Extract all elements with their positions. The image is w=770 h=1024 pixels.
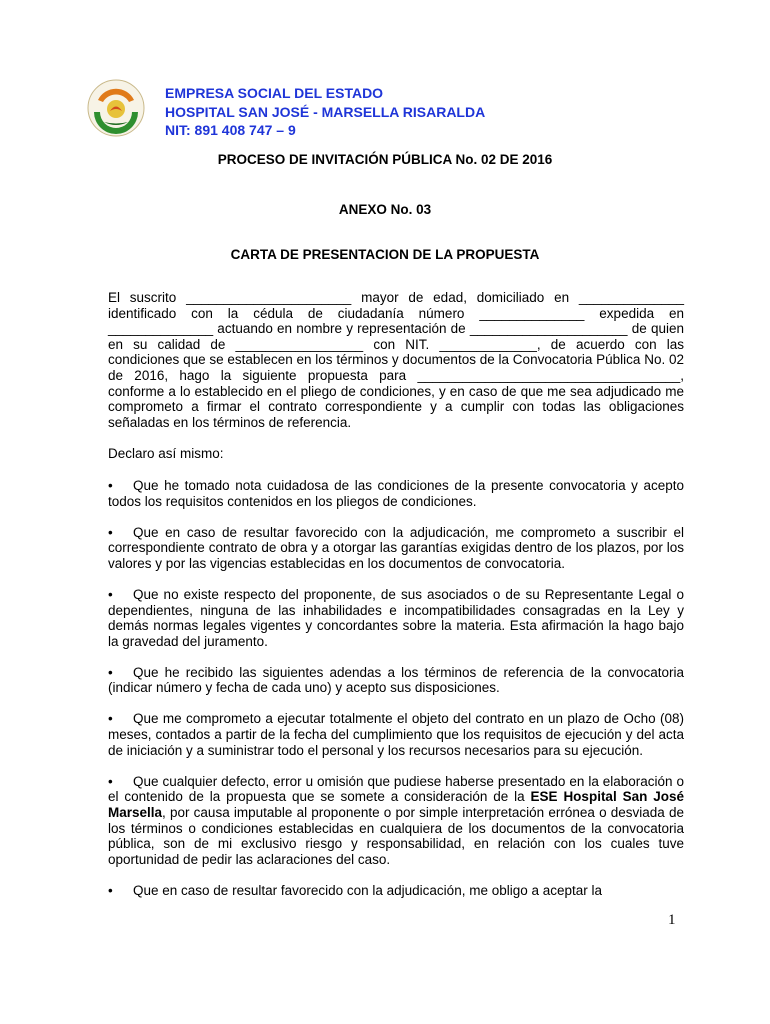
bullet-icon: •: [108, 664, 113, 680]
hospital-logo-icon: [86, 78, 146, 138]
annex-title: ANEXO No. 03: [338, 202, 432, 217]
list-item-text-start: Que cualquier defecto, error u omisión que pudiese haberse presentado en la elaboración o el contenido de la propuesta que se somete a consideración de la: [108, 773, 684, 805]
list-item: [108, 665, 684, 696]
list-item: [108, 883, 684, 899]
list-item-text: Que he tomado nota cuidadosa de las condiciones de la presente convocatoria y acepto todos los requisitos contenidos en los pliegos de condiciones.: [108, 477, 684, 509]
letter-title: CARTA DE PRESENTACION DE LA PROPUESTA: [230, 247, 540, 262]
list-item: [108, 711, 684, 758]
bullet-icon: •: [108, 586, 113, 602]
list-item: [108, 774, 684, 868]
bullet-icon: •: [108, 477, 113, 493]
letter-body: [108, 290, 684, 914]
list-item-text: Que me comprometo a ejecutar totalmente el objeto del contrato en un plazo de Ocho (08) meses, contados a partir de la fecha del cumplimiento que los requisitos de ejecución y del acta de iniciación y a suministrar todo el personal y los recursos necesarios para su ejecución.: [108, 711, 684, 758]
declaration-heading: Declaro así mismo:: [108, 446, 224, 462]
bullet-icon: •: [108, 711, 113, 727]
intro-paragraph: El suscrito ______________________ mayor de edad, domiciliado en ______________ identificado con la cédula de ciudadanía número ______________ expedida en ______________ actuando en nombre y representación de _____________________ de quien en su calidad de _________________ con NIT. _____________, de acuerdo con las condiciones que se establecen en los términos y documentos de la Convocatoria Pública No. 02 de 2016, hago la siguiente propuesta para ___________________________________, conforme a lo establecido en el pliego de condiciones, y en caso de que me sea adjudicado me comprometo a firmar el contrato correspondiente y a cumplir con todas las obligaciones señaladas en los términos de referencia.: [108, 290, 684, 430]
institution-header: [165, 84, 485, 140]
list-item-text: Que en caso de resultar favorecido con la adjudicación, me comprometo a suscribir el correspondiente contrato de obra y a otorgar las garantías exigidas dentro de los plazos, por los valores y por las vigencias establecidas en los documentos de convocatoria.: [108, 524, 684, 571]
page-number: 1: [668, 912, 676, 928]
process-title: PROCESO DE INVITACIÓN PÚBLICA No. 02 DE 2016: [217, 152, 553, 167]
list-item: [108, 478, 684, 509]
list-item-text: Que en caso de resultar favorecido con la adjudicación, me obligo a aceptar la: [133, 882, 603, 898]
list-item: [108, 525, 684, 572]
bullet-icon: •: [108, 773, 113, 789]
list-item: [108, 587, 684, 649]
bullet-icon: •: [108, 524, 113, 540]
header-line-hospital: HOSPITAL SAN JOSÉ - MARSELLA RISARALDA: [165, 103, 486, 120]
bullet-icon: •: [108, 882, 113, 898]
list-item-text: Que he recibido las siguientes adendas a los términos de referencia de la convocatoria (indicar número y fecha de cada uno) y acepto sus disposiciones.: [108, 664, 684, 696]
header-line-entity: EMPRESA SOCIAL DEL ESTADO: [165, 85, 384, 101]
header-line-nit: NIT: 891 408 747 – 9: [165, 122, 296, 138]
list-item-text: Que no existe respecto del proponente, de sus asociados o de su Representante Legal o dependientes, ninguna de las inhabilidades e incompatibilidades consagradas en la Ley y demás normas legales vigentes y concordantes sobre la materia. Esta afirmación la hago bajo la gravedad del juramento.: [108, 586, 684, 649]
list-item-text-end: , por causa imputable al proponente o por simple interpretación errónea o desviada de los términos o condiciones establecidas en cualquiera de los documentos de la convocatoria pública, son de mi exclusivo riesgo y responsabilidad, en relación con los cuales tuve oportunidad de pedir las aclaraciones del caso.: [108, 804, 684, 867]
list-item-text-bold: ESE Hospital San José Marsella: [108, 789, 684, 820]
